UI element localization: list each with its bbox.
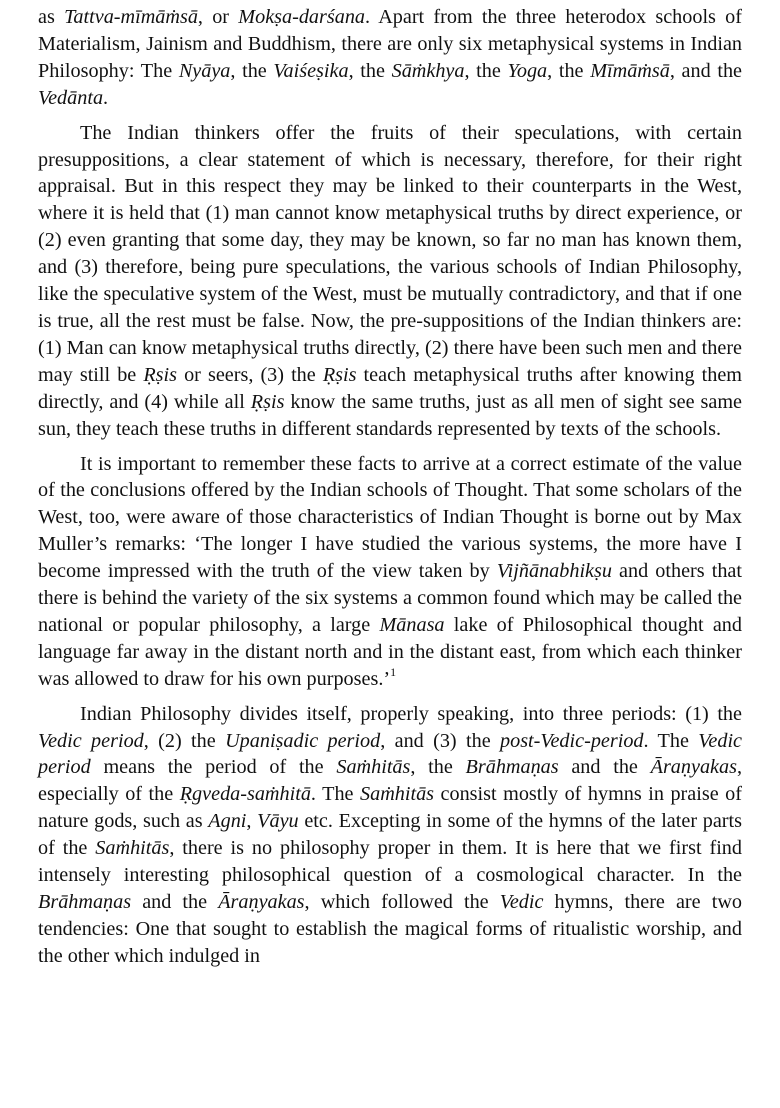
paragraph-3 bbox=[38, 451, 742, 693]
italic-term: Saṁhitās bbox=[360, 783, 435, 806]
text-run: and the bbox=[558, 756, 651, 779]
text-run: , there is no philosophy proper in them. It is here that we first find intensely interesting philosophical question of a cosmological character. In the bbox=[38, 837, 742, 887]
italic-term: Ṛṣis bbox=[143, 363, 177, 386]
text-run: , the bbox=[547, 59, 591, 82]
italic-term: Ṛgveda-saṁhitā bbox=[179, 783, 311, 806]
text-run: hymns, there are two tendencies: One that sought to establish the magical forms of ritualistic worship, and the other which indulged in bbox=[38, 891, 742, 967]
text-run: Indian Philosophy divides itself, properly speaking, into three periods: (1) the bbox=[80, 702, 742, 725]
text-run: , and (3) the bbox=[380, 729, 500, 752]
italic-term: Saṁhitās bbox=[95, 837, 170, 860]
text-run: , bbox=[246, 810, 258, 833]
text-run: or seers, (3) the bbox=[177, 363, 323, 386]
text-run: . The bbox=[643, 729, 699, 752]
footnote-marker: 1 bbox=[390, 664, 397, 679]
italic-term: Vijñānabhikṣu bbox=[496, 560, 612, 583]
italic-term: Brāhmaṇas bbox=[465, 756, 559, 779]
text-run: . The bbox=[310, 783, 360, 806]
text-run: know the same truths, just as all men of sight see same sun, they teach these truths in different standards represented by texts of the schools. bbox=[38, 390, 742, 440]
text-run: lake of Philosophical thought and language far away in the distant north and in the distant east, from which each thinker was allowed to draw for his own purposes.’ bbox=[38, 613, 742, 690]
text-run: , (2) the bbox=[143, 729, 226, 752]
text-run: , and the bbox=[669, 59, 742, 82]
text-run: as bbox=[38, 6, 65, 28]
text-run: , the bbox=[230, 59, 274, 82]
italic-term: Upaniṣadic period bbox=[225, 729, 381, 752]
text-run: . bbox=[103, 86, 109, 109]
italic-term: Ṛṣis bbox=[322, 363, 357, 386]
italic-term: Sāṁkhya bbox=[391, 59, 465, 82]
italic-term: Vedic bbox=[499, 891, 544, 913]
italic-term: Āraṇyakas bbox=[218, 891, 305, 913]
italic-term: Mānasa bbox=[379, 613, 445, 636]
italic-term: Mīmāṁsā bbox=[590, 59, 670, 82]
italic-term: Vaiśeṣika bbox=[273, 59, 349, 82]
italic-term: Vedic period bbox=[38, 729, 743, 779]
text-run: and the bbox=[131, 891, 219, 913]
italic-term: Saṁhitās bbox=[336, 756, 411, 779]
text-run: , the bbox=[410, 756, 466, 779]
text-run: , which followed the bbox=[304, 891, 500, 913]
text-run: and others that there is behind the variety of the six systems a common found which may be called the national or popular philosophy, a large bbox=[38, 560, 742, 636]
italic-term: Tattva-mīmāṁsā bbox=[64, 6, 198, 28]
text-run: etc. Excepting in some of the hymns of the later parts of the bbox=[38, 810, 742, 860]
italic-term: Ṛṣis bbox=[250, 390, 285, 413]
text-run: It is important to remember these facts to arrive at a correct estimate of the value of the conclusions offered by the Indian schools of Thought. That some scholars of the West, too, were aware of those characteristics of Indian Thought is borne out by Max Muller’s remarks: ‘The longer I have studied the various systems, the more have I become impressed with the truth of the view taken by bbox=[38, 452, 742, 583]
italic-term: Vāyu bbox=[257, 810, 299, 833]
italic-term: Nyāya bbox=[178, 59, 231, 82]
text-run: , or bbox=[197, 6, 239, 28]
text-run: teach metaphysical truths after knowing them directly, and (4) while all bbox=[38, 363, 743, 413]
text-run: . Apart from the three heterodox schools of Materialism, Jainism and Buddhism, there are only six metaphysical systems in Indian Philosophy: The bbox=[38, 6, 742, 82]
text-run: means the period of the bbox=[90, 756, 337, 779]
italic-term: Āraṇyakas bbox=[650, 756, 737, 779]
italic-term: Mokṣa-darśana bbox=[238, 6, 366, 28]
paragraph-2 bbox=[38, 120, 742, 443]
paragraph-1 bbox=[38, 4, 742, 112]
text-run: , the bbox=[464, 59, 508, 82]
text-run: , the bbox=[348, 59, 392, 82]
italic-term: Brāhmaṇas bbox=[38, 891, 132, 913]
italic-term: post-Vedic-period bbox=[500, 729, 644, 752]
text-run: consist mostly of hymns in praise of nature gods, such as bbox=[38, 783, 742, 833]
italic-term: Yoga bbox=[507, 59, 548, 82]
italic-term: Agni bbox=[208, 810, 247, 833]
italic-term: Vedānta bbox=[38, 86, 104, 109]
italic-term: Vedic period bbox=[38, 729, 144, 752]
paragraph-4 bbox=[38, 701, 742, 970]
text-run: , especially of the bbox=[38, 756, 742, 806]
text-run: The Indian thinkers offer the fruits of their speculations, with certain presuppositions, a clear statement of which is necessary, therefore, for their right appraisal. But in this respect they may be linked to their counterparts in the West, where it is held that (1) man cannot know metaphysical truths by direct experience, or (2) even granting that some day, they may be known, so far no man has known them, and (3) therefore, being pure speculations, the various schools of Indian Philosophy, like the speculative system of the West, must be mutually contradictory, and that if one is true, all the rest must be false. Now, the pre-suppositions of the Indian thinkers are: (1) Man can know metaphysical truths directly, (2) there have been such men and there may still be bbox=[38, 121, 742, 386]
